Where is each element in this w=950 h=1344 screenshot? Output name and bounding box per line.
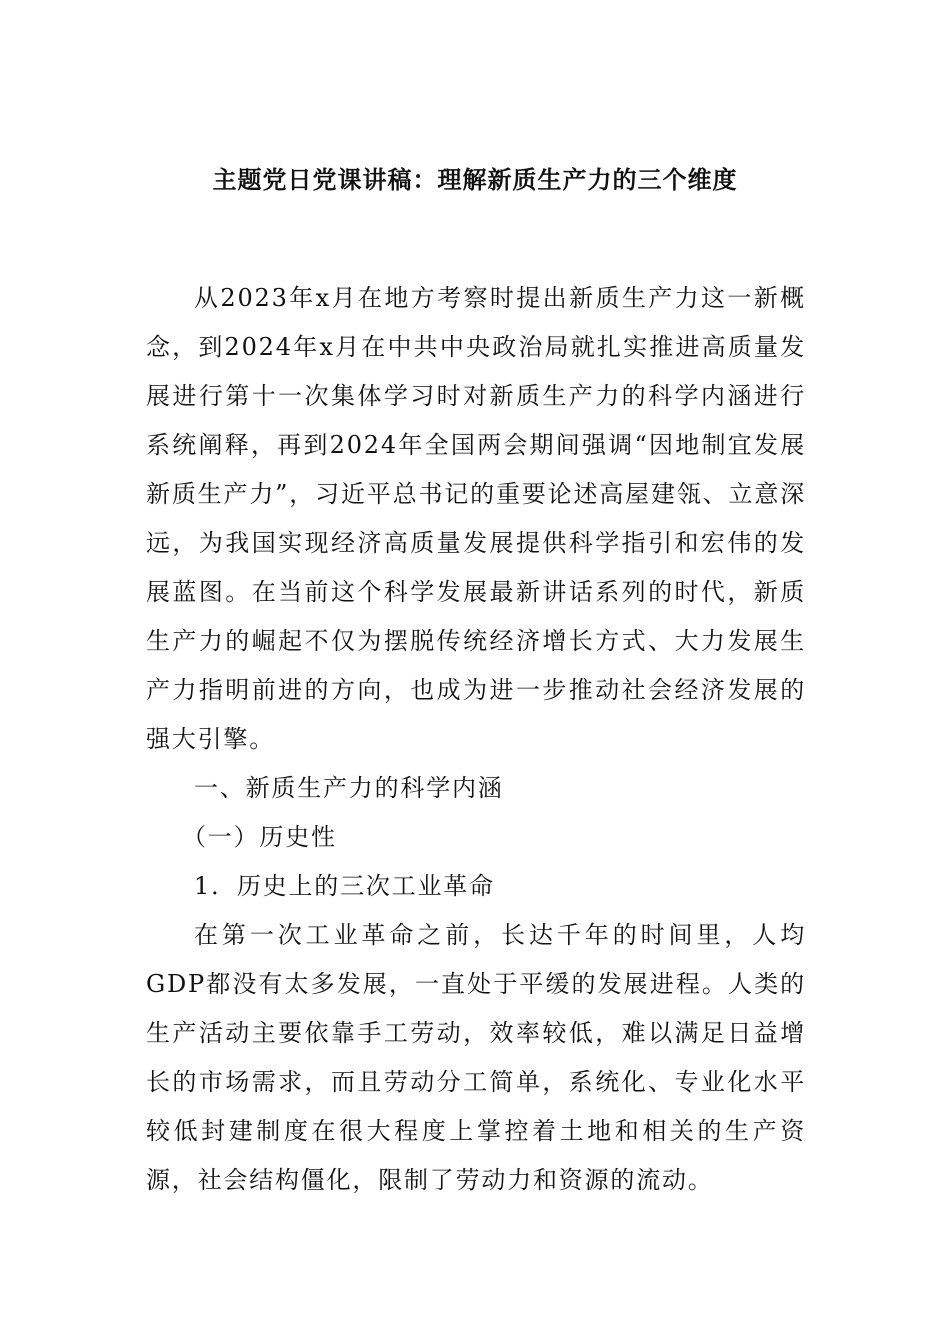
document-title: 主题党日党课讲稿：理解新质生产力的三个维度 <box>212 166 738 194</box>
item-heading-1: 1．历史上的三次工业革命 <box>194 872 495 900</box>
section-heading-1: 一、新质生产力的科学内涵 <box>194 774 504 802</box>
subsection-heading-1: （一）历史性 <box>182 823 337 851</box>
intro-paragraph: 从2023年x月在地方考察时提出新质生产力这一新概念，到2024年x月在中共中央政治局就扎实推进高质量发展进行第十一次集体学习时对新质生产力的科学内涵进行系统阐释，再到2024年全国两会期间强调“因地制宜发展新质生产力”，习近平总书记的重要论述高屋建瓴、立意深远，为我国实现经济高质量发展提供科学指引和宏伟的发展蓝图。在当前这个科学发展最新讲话系列的时代，新质生产力的崛起不仅为摆脱传统经济增长方式、大力发展生产力指明前进的方向，也成为进一步推动社会经济发展的强大引擎。 <box>146 284 806 753</box>
document-body <box>146 274 806 1205</box>
history-paragraph: 在第一次工业革命之前，长达千年的时间里，人均GDP都没有太多发展，一直处于平缓的发展进程。人类的生产活动主要依靠手工劳动，效率较低，难以满足日益增长的市场需求，而且劳动分工简单，系统化、专业化水平较低封建制度在很大程度上掌控着土地和相关的生产资源，社会结构僵化，限制了劳动力和资源的流动。 <box>146 921 806 1194</box>
